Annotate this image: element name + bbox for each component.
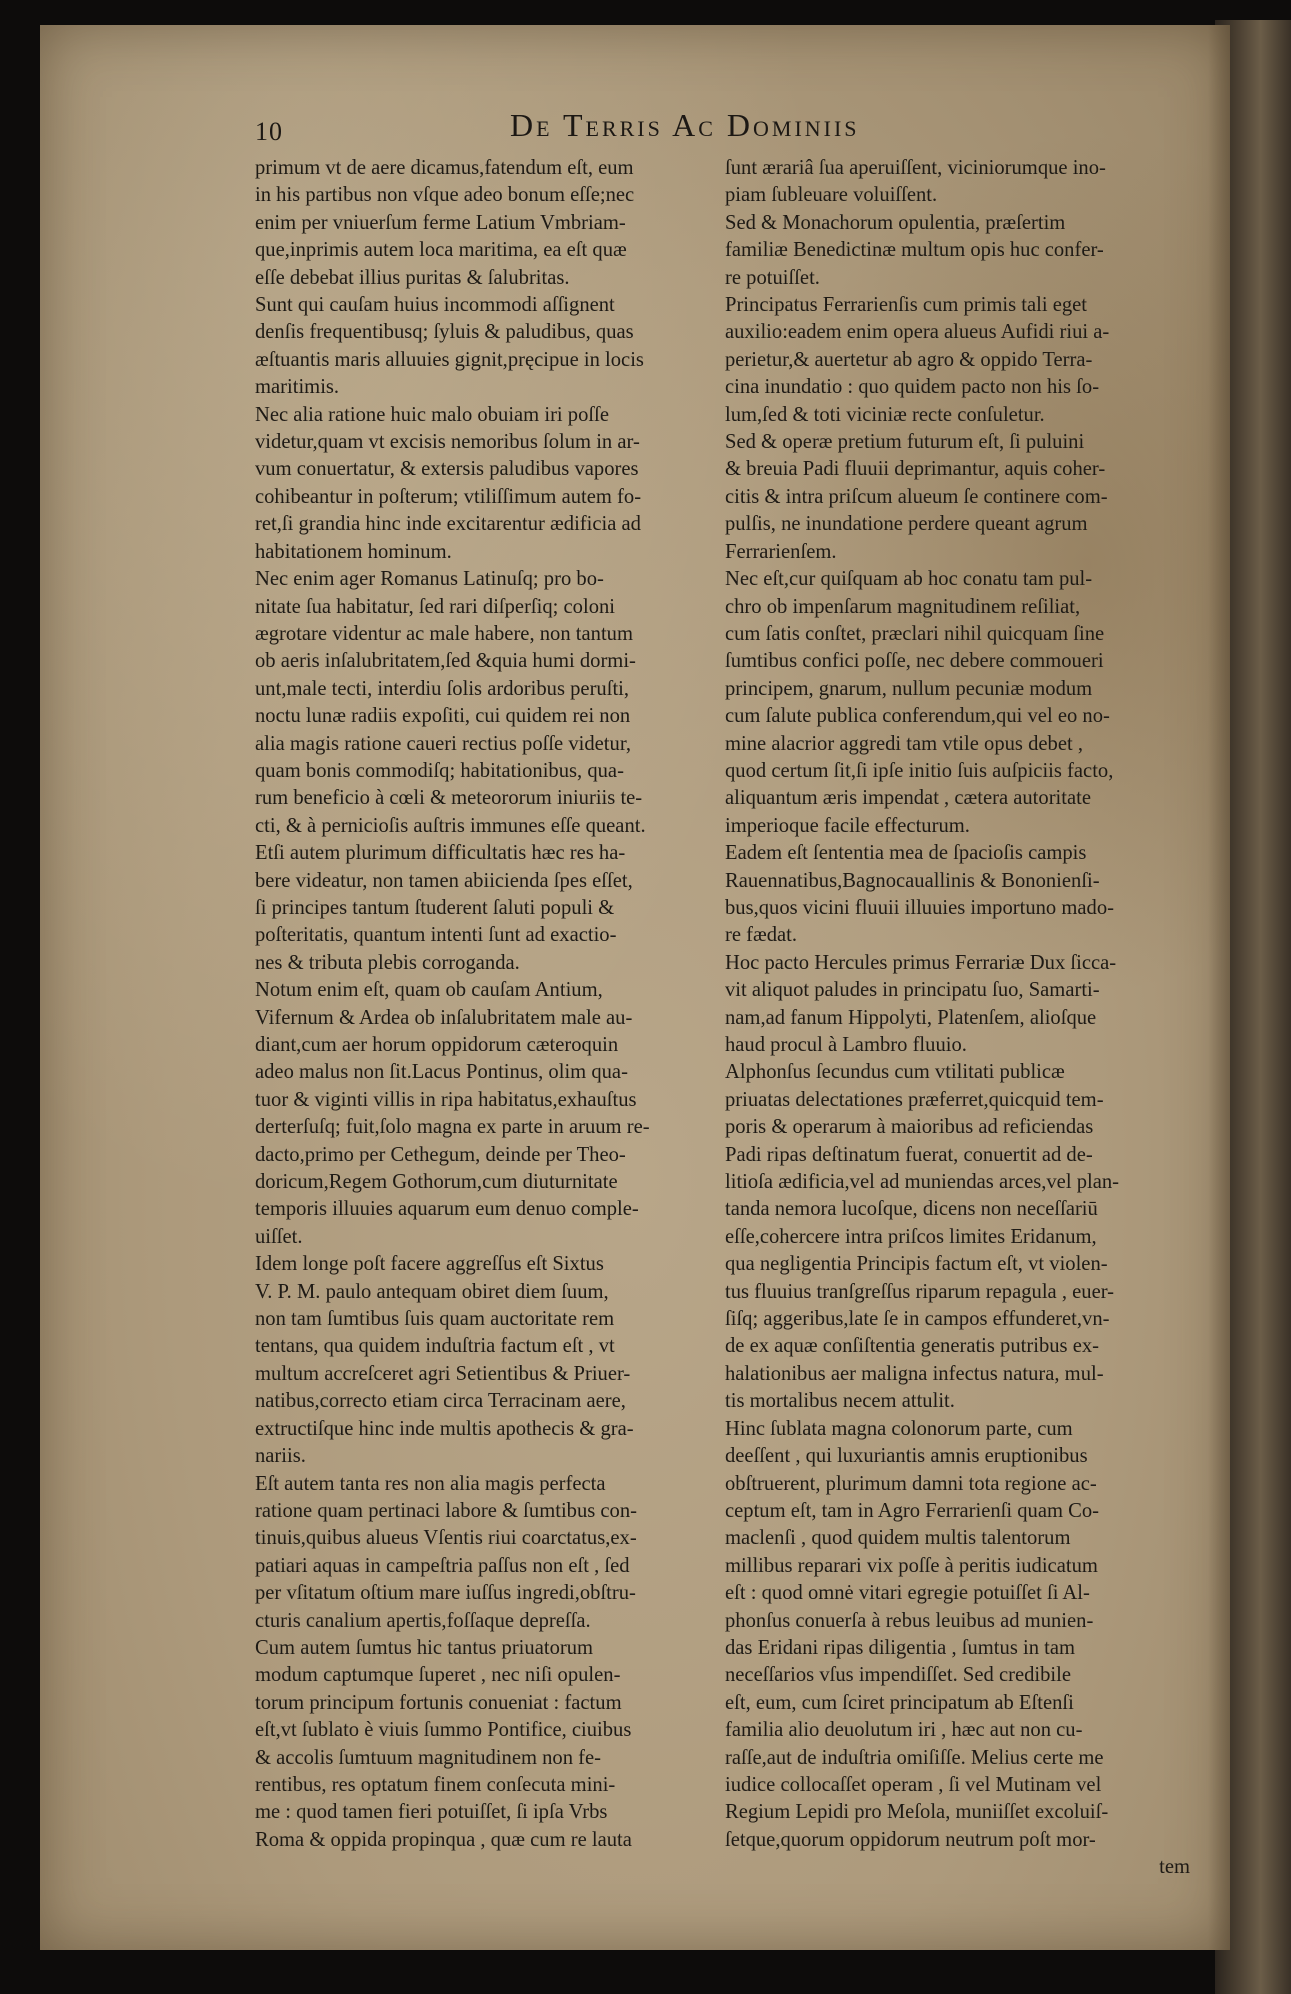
page-number: 10 bbox=[255, 117, 283, 146]
paragraph: Sed & operæ pretium futurum eſt, ſi puluini & breuia Padi fluuii deprimantur, aquis coher- citis & intra priſcum alueum ſe continere com- pulſis, ne inundatione perdere queant agrum Ferrarienſem. bbox=[725, 431, 1108, 563]
paragraph: Idem longe poſt facere aggreſſus eſt Sixtus V. P. M. paulo antequam obiret diem ſuum, non tam ſumtibus ſuis quam auctoritate rem tentans, qua quidem induſtria factum eſt , vt multum accreſceret agri Setientibus & Priuer- natibus,correcto etiam circa Terracinam aere, extructiſque hinc inde multis apothecis & gra- nariis. bbox=[255, 1253, 634, 1468]
paragraph: Hinc ſublata magna colonorum parte, cum deeſſent , qui luxuriantis amnis eruptionibus obſtruerent, plurimum damni tota regione ac- ceptum eſt, tam in Agro Ferrarienſi quam Co- maclenſi , quod quidem multis talentorum millibus reparari vix poſſe à peritis iudicatum eſt : quod omnė vitari egregie potuiſſet ſi Al- phonſus conuerſa à rebus leuibus ad munien- das Eridani ripas diligentia , ſumtus in tam neceſſarios vſus impendiſſet. Sed credibile eſt, eum, cum ſciret principatum ab Eſtenſi familia alio deuolutum iri , hæc aut non cu- raſſe,aut de induſtria omiſiſſe. Melius certe me iudice collocaſſet operam , ſi vel Mutinam vel Regium Lepidi pro Meſola, muniiſſet excoluiſ- ſetque,quorum oppidorum neutrum poſt mor- bbox=[725, 1417, 1109, 1851]
paragraph: Principatus Ferrarienſis cum primis tali eget auxilio:eadem enim opera alueus Aufidi riui a- perietur,& auertetur ab agro & oppido Terra- cina inundatio : quo quidem pacto non his ſo- lum,ſed & toti viciniæ recte conſuletur. bbox=[725, 294, 1110, 426]
left-column bbox=[255, 155, 755, 1854]
paragraph: primum vt de aere dicamus,fatendum eſt, eum in his partibus non vſque adeo bonum eſſe;nec enim per vniuerſum ferme Latium Vmbriam- que,inprimis autem loca maritima, ea eſt quæ eſſe debebat illius puritas & ſalubritas. bbox=[255, 157, 635, 289]
right-column bbox=[725, 155, 1190, 1882]
paragraph: Etſi autem plurimum difficultatis hæc res ha- bere videatur, non tamen abiicienda ſpes eſſet, ſi principes tantum ſtuderent ſaluti populi & poſteritatis, quantum intenti ſunt ad exactio- nes & tributa plebis corroganda. bbox=[255, 842, 633, 974]
paragraph: Hoc pacto Hercules primus Ferrariæ Dux ſicca- vit aliquot paludes in principatu ſuo, Samarti- nam,ad fanum Hippolyti, Platenſem, alioſque haud procul à Lambro fluuio. bbox=[725, 951, 1117, 1056]
paragraph: Cum autem ſumtus hic tantus priuatorum modum captumque ſuperet , nec niſi opulen- torum principum fortunis conueniat : factum eſt,vt ſublato è viuis ſummo Pontifice, ciuibus & accolis ſumtuum magnitudinem non fe- rentibus, res optatum finem conſecuta mini- me : quod tamen fieri potuiſſet, ſi ipſa Vrbs Roma & oppida propinqua , quæ cum re lauta bbox=[255, 1636, 632, 1851]
paragraph: Nec eſt,cur quiſquam ab hoc conatu tam pul- chro ob impenſarum magnitudinem reſiliat, cum ſatis conſtet, præclari nihil quicquam ſine ſumtibus confici poſſe, nec debere commoueri principem, gnarum, nullum pecuniæ modum cum ſalute publica conferendum,qui vel eo no- mine alacrior aggredi tam vtile opus debet , quod certum ſit,ſi ipſe initio ſuis auſpiciis facto, aliquantum æris impendat , cætera autoritate imperioque facile effecturum. bbox=[725, 568, 1114, 837]
paragraph: Eſt autem tanta res non alia magis perfecta ratione quam pertinaci labore & ſumtibus con- tinuis,quibus alueus Vſentis riui coarctatus,ex- patiari aquas in campeſtria paſſus non eſt , ſed per vſitatum oſtium mare iuſſus ingredi,obſtru- cturis canalium apertis,foſſaque depreſſa. bbox=[255, 1472, 638, 1632]
paragraph: Nec alia ratione huic malo obuiam iri poſſe videtur,quam vt excisis nemoribus ſolum in ar- vum conuertatur, & extersis paludibus vapores cohibeantur in poſterum; vtiliſſimum autem fo- ret,ſi grandia hinc inde excitarentur ædificia ad habitationem hominum. bbox=[255, 403, 642, 563]
catchword: tem bbox=[1159, 1856, 1190, 1879]
running-title: De Terris Ac Dominiis bbox=[510, 107, 860, 143]
book-page bbox=[40, 25, 1230, 1950]
paragraph: Sunt qui cauſam huius incommodi aſſignent denſis frequentibusq; ſyluis & paludibus, quas æſtuantis maris alluuies gignit,pręcipue in locis maritimis. bbox=[255, 294, 644, 399]
paragraph: Eadem eſt ſententia mea de ſpacioſis campis Rauennatibus,Bagnocauallinis & Bononienſi- bus,quos vicini fluuii illuuies importuno mado- re fædat. bbox=[725, 842, 1114, 947]
paragraph: Nec enim ager Romanus Latinuſq; pro bo- nitate ſua habitatur, ſed rari diſperſiq; coloni ægrotare videntur ac male habere, non tantum ob aeris inſalubritatem,ſed &quia humi dormi- unt,male tecti, interdiu ſolis ardoribus peruſti, noctu lunæ radiis expoſiti, cui quidem rei non alia magis ratione caueri rectius poſſe videtur, quam bonis commodiſq; habitationibus, qua- rum beneficio à cœli & meteororum iniuriis te- cti, & à pernicioſis auſtris immunes eſſe queant. bbox=[255, 568, 646, 837]
paragraph: Notum enim eſt, quam ob cauſam Antium, Vifernum & Ardea ob inſalubritatem male au- diant,cum aer horum oppidorum cæteroquin adeo malus non ſit.Lacus Pontinus, olim qua- tuor & viginti villis in ripa habitatus,exhauſtus derterſuſq; fuit,ſolo magna ex parte in aruum re- dacto,primo per Cethegum, deinde per Theo- doricum,Regem Gothorum,cum diuturnitate temporis illuuies aquarum eum denuo comple- uiſſet. bbox=[255, 979, 650, 1248]
page-gutter-shadow bbox=[1208, 25, 1230, 1950]
paragraph: ſunt ærariâ ſua aperuiſſent, viciniorumque ino- piam ſubleuare voluiſſent. bbox=[725, 157, 1106, 207]
page-header bbox=[40, 103, 1230, 149]
paragraph: Alphonſus ſecundus cum vtilitati publicæ priuatas delectationes præferret,quicquid tem- poris & operarum à maioribus ad reficiendas Padi ripas deſtinatum fuerat, conuertit ad de- litioſa ædificia,vel ad muniendas arces,vel plan- tanda nemora lucoſque, dicens non neceſſariū eſſe,cohercere intra priſcos limites Eridanum, qua negligentia Principis factum eſt, vt violen- tus fluuius tranſgreſſus riparum repagula , euer- ſiſq; aggeribus,late ſe in campos effunderet,vn- de ex aquæ conſiſtentia generatis putribus ex- halationibus aer maligna infectus natura, mul- tis mortalibus necem attulit. bbox=[725, 1061, 1120, 1413]
paragraph: Sed & Monachorum opulentia, præſertim familiæ Benedictinæ multum opis huc confer- re potuiſſet. bbox=[725, 211, 1104, 289]
